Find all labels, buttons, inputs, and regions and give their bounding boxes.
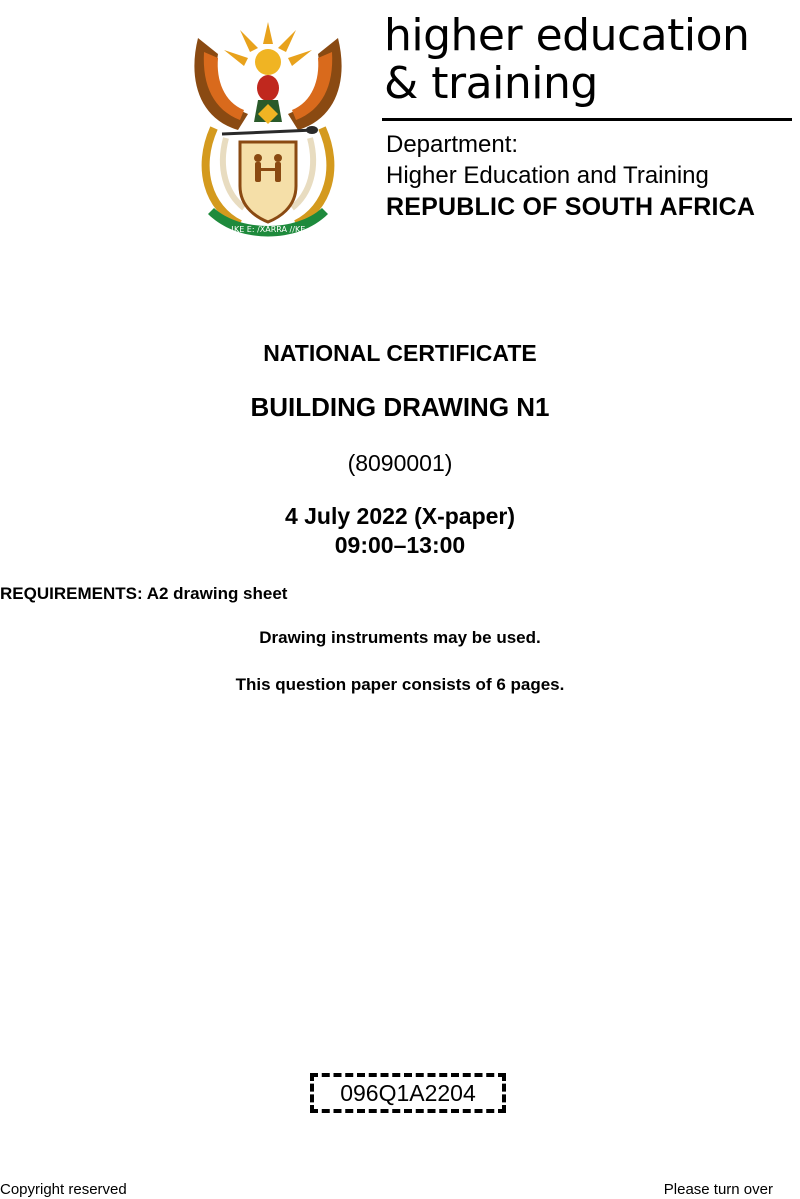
brand-line-2: & training <box>384 58 598 109</box>
brand-line-1: higher education <box>384 10 750 61</box>
crest-motto: !KE E: /XARRA //KE <box>230 225 306 234</box>
department-name: Higher Education and Training <box>386 162 709 189</box>
footer-copyright: Copyright reserved <box>0 1181 127 1198</box>
country-name: REPUBLIC OF SOUTH AFRICA <box>386 193 756 221</box>
subject-code: (8090001) <box>347 450 453 476</box>
reference-code-box: 096Q1A2204 <box>310 1073 506 1113</box>
exam-time: 09:00–13:00 <box>334 532 466 558</box>
brand-divider <box>382 118 792 121</box>
instructions: Drawing instruments may be used. <box>259 628 541 647</box>
certificate-title: NATIONAL CERTIFICATE <box>263 340 537 366</box>
exam-date: 4 July 2022 (X-paper) <box>284 503 516 529</box>
department-label: Department: <box>386 131 519 158</box>
requirements: REQUIREMENTS: A2 drawing sheet <box>0 584 288 603</box>
coat-of-arms-icon <box>178 18 358 246</box>
page-count-note: This question paper consists of 6 pages. <box>235 675 565 694</box>
footer-turn-over: Please turn over <box>663 1181 773 1198</box>
subject-title: BUILDING DRAWING N1 <box>250 392 550 422</box>
